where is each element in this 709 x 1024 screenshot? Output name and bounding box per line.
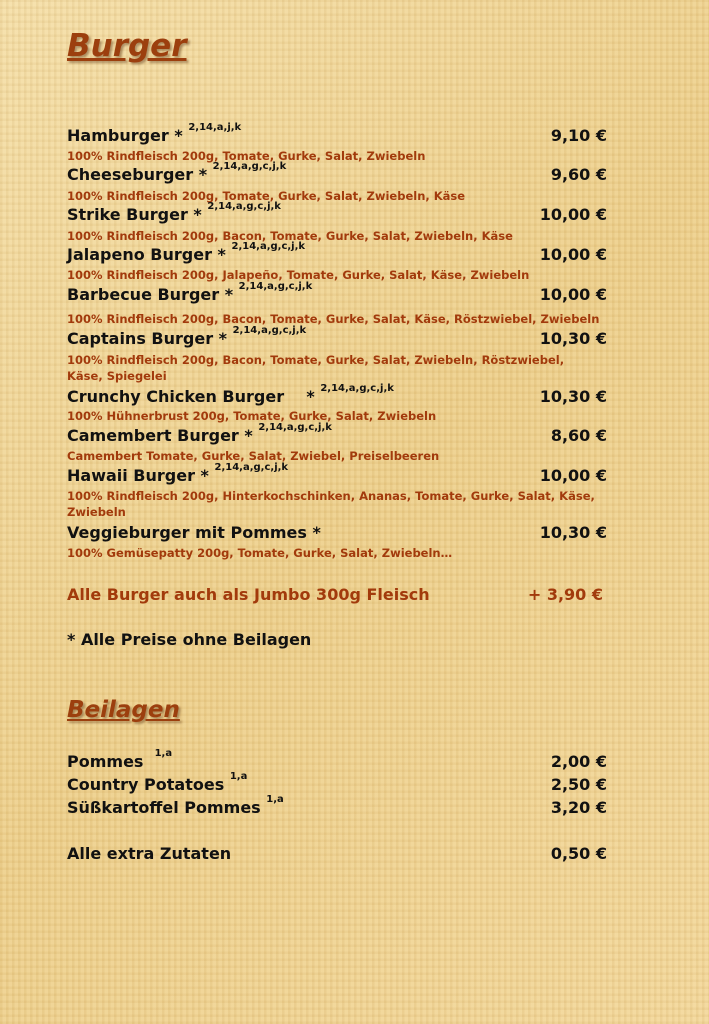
item-price: 2,50 € — [550, 775, 607, 794]
item-price: 10,00 € — [539, 466, 607, 485]
item-name: Hawaii Burger * — [67, 466, 209, 485]
item-name: Hamburger * — [67, 126, 183, 145]
item-price: 10,30 € — [539, 523, 607, 542]
side-item-country-potatoes — [67, 771, 607, 797]
item-description: Camembert Tomate, Gurke, Salat, Zwiebel, Preiselbeeren — [67, 449, 440, 463]
item-description: 100% Hühnerbrust 200g, Tomate, Gurke, Salat, Zwiebeln — [67, 409, 437, 423]
price-note: * Alle Preise ohne Beilagen — [67, 630, 312, 649]
jumbo-upgrade — [67, 585, 603, 607]
menu-item-veggieburger — [67, 523, 607, 545]
menu-item-hamburger — [67, 122, 607, 148]
item-price: 10,00 € — [539, 285, 607, 304]
jumbo-price: + 3,90 € — [527, 585, 603, 604]
item-price: 8,60 € — [550, 426, 607, 445]
extra-label: Alle extra Zutaten — [67, 844, 232, 863]
allergen-codes: 1,a — [229, 771, 248, 782]
item-name: Captains Burger * — [67, 329, 228, 348]
item-name: Country Potatoes — [67, 775, 225, 794]
item-price: 3,20 € — [550, 798, 607, 817]
item-price: 10,00 € — [539, 205, 607, 224]
allergen-codes: 2,14,a,g,c,j,k — [231, 241, 306, 252]
item-price: 10,30 € — [539, 387, 607, 406]
item-description: 100% Rindfleisch 200g, Jalapeño, Tomate, Gurke, Salat, Käse, Zwiebeln — [67, 268, 530, 282]
item-price: 2,00 € — [550, 752, 607, 771]
burger-heading: Burger — [67, 28, 187, 64]
item-name: Veggieburger mit Pommes * — [67, 523, 321, 542]
allergen-codes: 2,14,a,g,c,j,k — [232, 325, 307, 336]
allergen-codes: 2,14,a,g,c,j,k — [214, 462, 289, 473]
allergen-codes: 2,14,a,g,c,j,k — [238, 281, 313, 292]
item-description: 100% Gemüsepatty 200g, Tomate, Gurke, Salat, Zwiebeln… — [67, 546, 453, 560]
menu-item-hawaii-burger — [67, 462, 607, 488]
item-description: 100% Rindfleisch 200g, Bacon, Tomate, Gurke, Salat, Zwiebeln, Käse — [67, 229, 513, 243]
extra-price: 0,50 € — [550, 844, 607, 863]
item-name: Strike Burger * — [67, 205, 202, 224]
allergen-codes: 1,a — [154, 748, 173, 759]
item-name: Pommes — [67, 752, 144, 771]
allergen-codes: 2,14,a,j,k — [188, 122, 242, 133]
item-description: 100% Rindfleisch 200g, Tomate, Gurke, Salat, Zwiebeln, Käse — [67, 189, 466, 203]
menu-item-captains-burger — [67, 325, 607, 351]
item-price: 9,10 € — [550, 126, 607, 145]
item-name: Barbecue Burger * — [67, 285, 234, 304]
item-name: Süßkartoffel Pommes — [67, 798, 261, 817]
item-name: Cheeseburger * — [67, 165, 208, 184]
allergen-codes: 2,14,a,g,c,j,k — [207, 201, 281, 212]
allergen-codes: 2,14,a,g,c,j,k — [320, 383, 394, 394]
menu-item-crunchy-chicken-burger — [67, 383, 607, 409]
item-price: 10,00 € — [539, 245, 607, 264]
jumbo-label: Alle Burger auch als Jumbo 300g Fleisch — [67, 585, 430, 604]
item-price: 10,30 € — [539, 329, 607, 348]
menu-item-jalapeno-burger — [67, 241, 607, 267]
menu-item-cheeseburger — [67, 161, 607, 187]
allergen-codes: 1,a — [266, 794, 284, 805]
item-description: 100% Rindfleisch 200g, Hinterkochschinken, Ananas, Tomate, Gurke, Salat, Käse, Zwiebeln — [67, 489, 595, 519]
item-price: 9,60 € — [550, 165, 607, 184]
item-name: Crunchy Chicken Burger * — [67, 387, 315, 406]
side-item-pommes — [67, 748, 607, 774]
allergen-codes: 2,14,a,g,c,j,k — [212, 161, 287, 172]
item-description: 100% Rindfleisch 200g, Tomate, Gurke, Salat, Zwiebeln — [67, 149, 426, 163]
menu-item-camembert-burger — [67, 422, 607, 448]
extra-toppings — [67, 844, 607, 866]
item-name: Jalapeno Burger * — [67, 245, 226, 264]
menu-item-strike-burger — [67, 201, 607, 227]
item-description: 100% Rindfleisch 200g, Bacon, Tomate, Gurke, Salat, Zwiebeln, Röstzwiebel, Käse, Spiegelei — [67, 353, 565, 383]
item-name: Camembert Burger * — [67, 426, 253, 445]
menu-item-barbecue-burger — [67, 281, 607, 307]
side-item-suesskartoffel-pommes — [67, 794, 607, 820]
beilagen-heading: Beilagen — [67, 697, 180, 723]
item-description: 100% Rindfleisch 200g, Bacon, Tomate, Gurke, Salat, Käse, Röstzwiebel, Zwiebeln — [67, 312, 600, 326]
allergen-codes: 2,14,a,g,c,j,k — [258, 422, 332, 433]
